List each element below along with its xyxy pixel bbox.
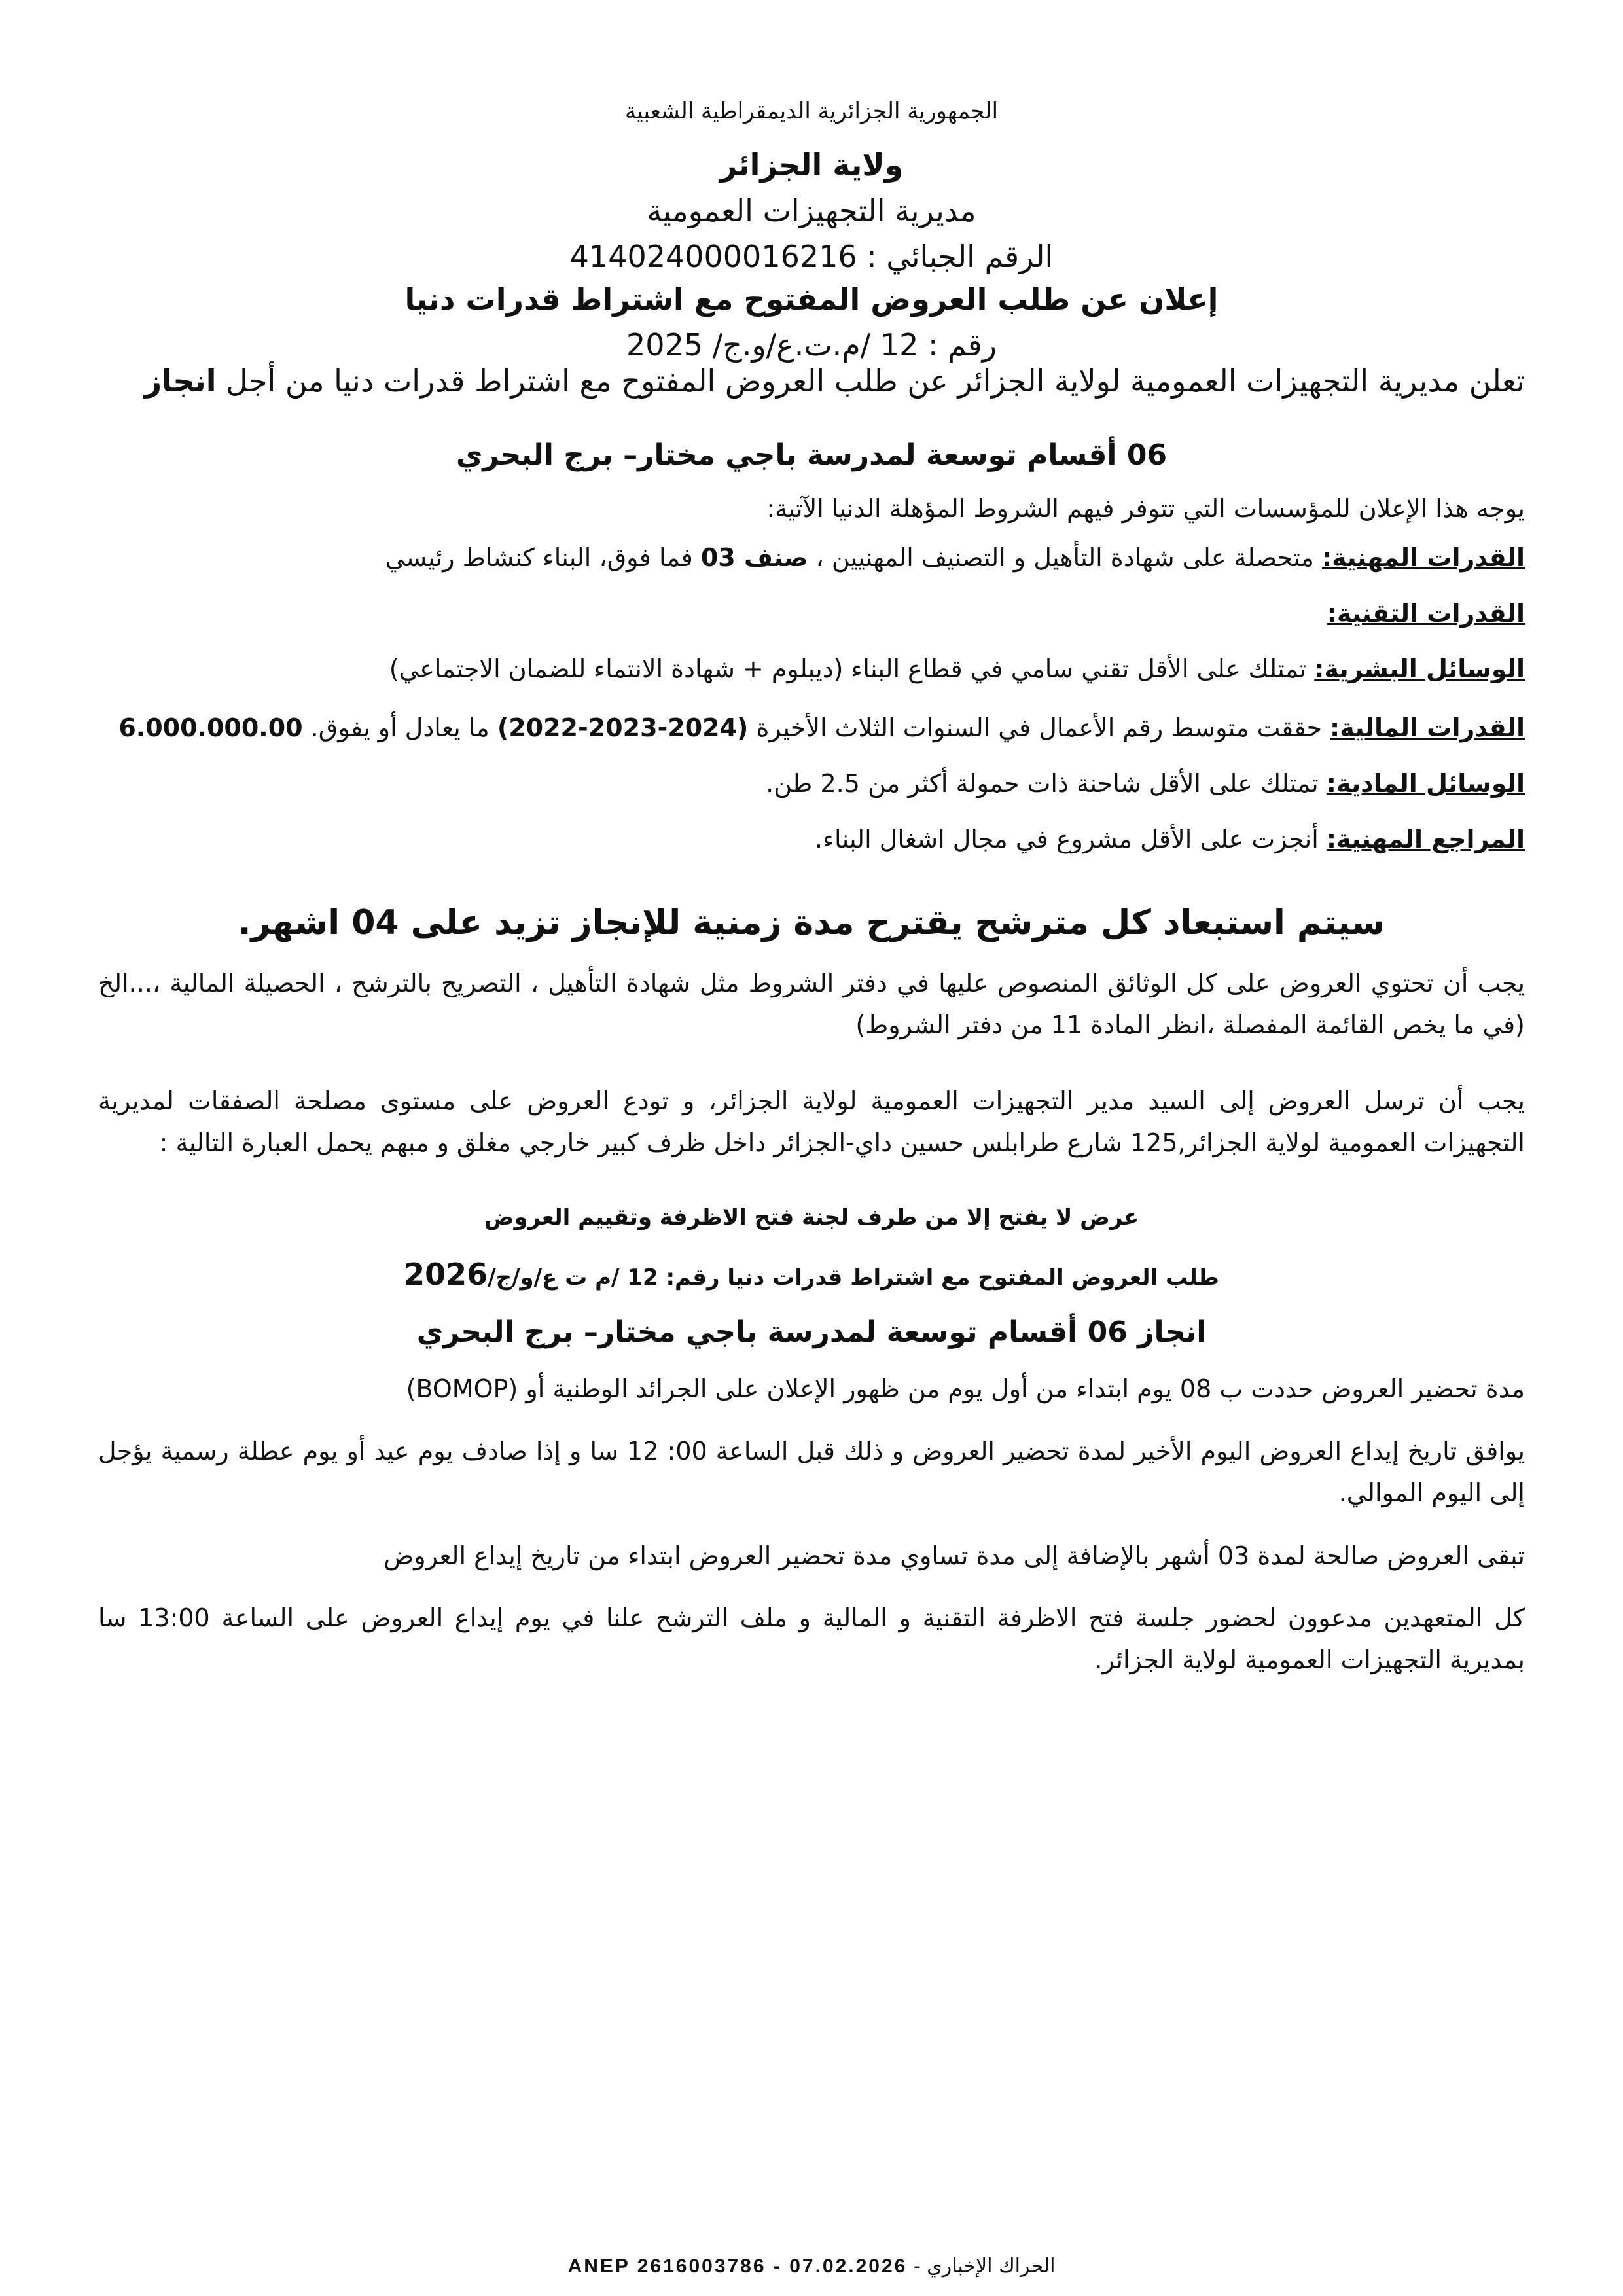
financial-label: القدرات المالية: xyxy=(1330,713,1525,742)
terms-validity: تبقى العروض صالحة لمدة 03 أشهر بالإضافة إلى مدة تساوي مدة تحضير العروض ابتداء من تاريخ إيداع العروض xyxy=(383,1541,1525,1570)
criteria-intro: يوجه هذا الإعلان للمؤسسات التي تتوفر فيهم الشروط المؤهلة الدنيا الآتية: xyxy=(766,494,1525,523)
technical-label: القدرات التقنية: xyxy=(1327,599,1525,628)
exclusion-notice: سيتم استبعاد كل مترشح يقترح مدة زمنية للإنجاز تزيد على 04 اشهر. xyxy=(238,903,1385,942)
references-text: أنجزت على الأقل مشروع في مجال اشغال البناء. xyxy=(815,825,1327,853)
criteria-technical xyxy=(1327,599,1525,628)
professional-label: القدرات المهنية: xyxy=(1321,543,1525,572)
envelope-line-3: انجاز 06 أقسام توسعة لمدرسة باجي مختار– برج البحري xyxy=(416,1316,1207,1349)
professional-class: صنف 03 xyxy=(700,543,808,572)
direction-heading: مديرية التجهيزات العمومية xyxy=(647,193,976,228)
material-text: تمتلك على الأقل شاحنة ذات حمولة أكثر من 2.5 طن. xyxy=(766,769,1327,798)
human-text: تمتلك على الأقل تقني سامي في قطاع البناء (ديبلوم + شهادة الانتماء للضمان الاجتماعي) xyxy=(389,655,1315,683)
financial-years: (2022-2023-2024) xyxy=(497,713,749,742)
human-label: الوسائل البشرية: xyxy=(1314,655,1525,683)
project-title: 06 أقسام توسعة لمدرسة باجي مختار– برج البحري xyxy=(455,439,1168,472)
intro-bold: انجاز xyxy=(144,363,217,399)
intro-text: تعلن مديرية التجهيزات العمومية لولاية الجزائر عن طلب العروض المفتوح مع اشتراط قدرات دنيا من أجل xyxy=(226,363,1525,399)
financial-text2: ما يعادل أو يفوق. xyxy=(302,713,497,742)
terms-deposit: يوافق تاريخ إيداع العروض اليوم الأخير لمدة تحضير العروض و ذلك قبل الساعة 00: 12 سا و إذا صادف يوم عيد أو يوم عطلة رسمية يؤجل إلى اليوم الموالي. xyxy=(98,1437,1525,1507)
tax-number: الرقم الجبائي : 414024000016216 xyxy=(569,239,1054,274)
professional-text: متحصلة على شهادة التأهيل و التصنيف المهنيين ، xyxy=(808,543,1322,572)
criteria-material xyxy=(766,769,1525,798)
envelope-line-2-text: طلب العروض المفتوح مع اشتراط قدرات دنيا رقم: 12 /م ت ع/و/ج/ xyxy=(488,1265,1219,1291)
criteria-human xyxy=(389,655,1525,683)
criteria-references xyxy=(815,825,1525,853)
financial-amount: 6.000.000.00 xyxy=(118,713,303,742)
submission-paragraph: يجب أن ترسل العروض إلى السيد مدير التجهيزات العمومية لولاية الجزائر، و تودع العروض على مستوى مصلحة الصفقات لمديرية التجهيزات العمومية لولاية الجزائر,125 شارع طرابلس حسين داي-الجزائر داخل ظرف كبير خارجي مغلق و مبهم يحمل العبارة التالية : xyxy=(98,1086,1525,1157)
financial-text: حققت متوسط رقم الأعمال في السنوات الثلاث الأخيرة xyxy=(748,713,1330,742)
footer-code: ANEP 2616003786 - 07.02.2026 xyxy=(567,2255,908,2277)
references-label: المراجع المهنية: xyxy=(1326,825,1525,853)
announcement-number: رقم : 12 /م.ت.ع/و.ج/ 2025 xyxy=(626,327,997,363)
envelope-line-2-year: 2026 xyxy=(404,1257,488,1292)
republic-heading: الجمهورية الجزائرية الديمقراطية الشعبية xyxy=(624,98,999,124)
envelope-line-2 xyxy=(0,1257,1623,1292)
footer-publisher: الحراك الإخباري - xyxy=(913,2255,1056,2278)
professional-text2: فما فوق، البناء كنشاط رئيسي xyxy=(385,543,701,572)
envelope-line-1: عرض لا يفتح إلا من طرف لجنة فتح الاظرفة وتقييم العروض xyxy=(484,1204,1139,1230)
terms-opening: كل المتعهدين مدعوون لحضور جلسة فتح الاظرفة التقنية و المالية و ملف الترشح علنا في يوم إيداع العروض على الساعة 13:00 سا بمديرية التجهيزات العمومية لولاية الجزائر. xyxy=(98,1604,1525,1674)
material-label: الوسائل المادية: xyxy=(1326,769,1525,798)
criteria-financial xyxy=(118,713,1525,742)
intro-line xyxy=(145,363,1525,399)
wilaya-heading: ولاية الجزائر xyxy=(719,147,904,183)
criteria-professional xyxy=(385,543,1525,572)
terms-duration: مدة تحضير العروض حددت ب 08 يوم ابتداء من أول يوم من ظهور الإعلان على الجرائد الوطنية أو (BOMOP) xyxy=(406,1374,1525,1403)
documents-paragraph: يجب أن تحتوي العروض على كل الوثائق المنصوص عليها في دفتر الشروط مثل شهادة التأهيل ، التصريح بالترشح ، الحصيلة المالية ،...الخ (في ما يخص القائمة المفصلة ،انظر المادة 11 من دفتر الشروط) xyxy=(98,969,1525,1039)
footer xyxy=(0,2255,1623,2278)
announcement-title: إعلان عن طلب العروض المفتوح مع اشتراط قدرات دنيا xyxy=(404,281,1219,317)
